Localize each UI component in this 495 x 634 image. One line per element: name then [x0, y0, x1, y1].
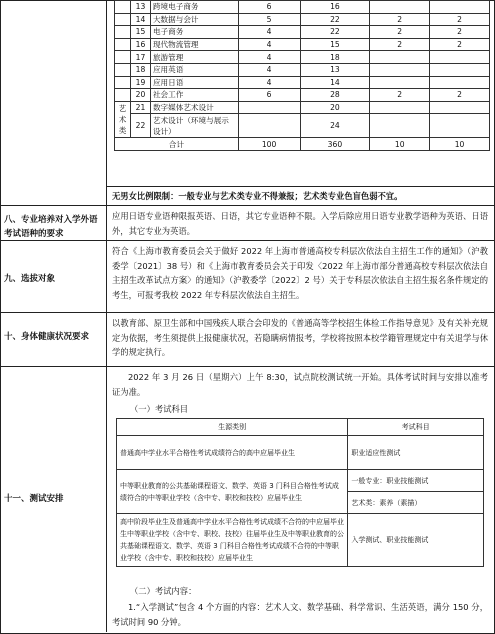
section-8-divider: [0, 205, 494, 206]
quota-cell: 28: [300, 89, 370, 102]
exam-header-source: 生源类别: [117, 419, 348, 436]
quota-cell: 6: [238, 89, 300, 102]
total-cell: 100: [238, 138, 300, 151]
major-name: 应用英语: [150, 63, 238, 76]
exam-source-cell: 普通高中学业水平合格性考试成绩符合的高中应届毕业生: [117, 436, 348, 470]
quota-cell: [238, 114, 300, 138]
quota-cell: 2: [430, 38, 490, 51]
table-row: [115, 51, 490, 64]
quota-cell: 5: [238, 13, 300, 26]
row-number: 22: [130, 114, 150, 138]
row-number: 18: [130, 63, 150, 76]
major-name: 现代物流管理: [150, 38, 238, 51]
exam-source-cell: 高中阶段毕业生及普通高中学业水平合格性考试成绩不合符的中应届毕业生中等职业学校（含中专、职校、技校）往届毕业生及中等职业教育的公共基础课程语文、数学、英语 3 门科目合格性考试成绩不合符的中等职业学校（含中专、职校和技校）应届毕业生: [117, 514, 348, 567]
major-name: 社会工作: [150, 89, 238, 102]
quota-cell: 2: [370, 13, 430, 26]
row-number: 17: [130, 51, 150, 64]
group-cell: [115, 38, 131, 51]
major-name: 旅游管理: [150, 51, 238, 64]
note-divider: [106, 186, 494, 187]
row-number: 15: [130, 26, 150, 39]
quota-cell: [370, 1, 430, 14]
quota-cell: 2: [370, 38, 430, 51]
quota-cell: [370, 63, 430, 76]
quota-cell: 20: [300, 101, 370, 114]
row-number: 13: [130, 1, 150, 14]
exam-subject-cell: 入学测试、职业技能测试: [348, 514, 484, 567]
group-cell: [115, 1, 131, 14]
group-cell: [115, 63, 131, 76]
exam-subject-cell: 艺术类：素养（素描）: [348, 492, 484, 514]
quota-cell: 16: [300, 1, 370, 14]
quota-cell: 2: [370, 26, 430, 39]
course-allocation-table: [114, 0, 490, 151]
row-number: 20: [130, 89, 150, 102]
quota-cell: 14: [300, 76, 370, 89]
table-row: [115, 114, 490, 138]
exam-subject-cell: 职业适应性测试: [348, 436, 484, 470]
quota-cell: 4: [238, 63, 300, 76]
section-11-divider: [0, 366, 494, 367]
quota-cell: 15: [300, 38, 370, 51]
quota-cell: [430, 114, 490, 138]
quota-cell: 22: [300, 26, 370, 39]
total-cell: 10: [370, 138, 430, 151]
art-group-label: 艺 术 类: [115, 101, 131, 138]
quota-cell: [430, 1, 490, 14]
section-10-text: 以教育部、原卫生部和中国残疾人联合会印发的《普通高等学校招生体检工作指导意见》及有关补充规定为依据，考生须提供上报健康状况，若隐瞒病情报考，学校将按照本校学籍管理规定中有关退学与休学的规定执行。: [112, 318, 488, 357]
quota-cell: [430, 76, 490, 89]
table-row: [115, 101, 490, 114]
quota-cell: [370, 114, 430, 138]
exam-subjects-table: [116, 418, 484, 567]
total-label: 合计: [115, 138, 239, 151]
exam-content-heading: （二）考试内容：: [130, 586, 197, 596]
major-name: 大数据与会计: [150, 13, 238, 26]
label-column-divider: [106, 0, 107, 632]
quota-cell: [370, 76, 430, 89]
row-number: 19: [130, 76, 150, 89]
quota-cell: [370, 101, 430, 114]
quota-cell: 6: [238, 1, 300, 14]
row-number: 16: [130, 38, 150, 51]
quota-cell: [238, 101, 300, 114]
enrollment-note: 无男女比例限制：一般专业与艺术类专业不得兼报；艺术类专业色盲色弱不宜。: [112, 191, 403, 201]
quota-cell: 24: [300, 114, 370, 138]
quota-cell: 13: [300, 63, 370, 76]
row-number: 21: [130, 101, 150, 114]
test-schedule-intro: 2022 年 3 月 26 日（星期六）上午 8:30，试点院校测试统一开始。具体考试时间与安排以准考证为准。: [112, 372, 488, 397]
section-10-label: 十、身体健康状况要求: [4, 332, 90, 342]
exam-subject-cell: 一般专业：职业技能测试: [348, 470, 484, 492]
total-cell: 10: [430, 138, 490, 151]
group-cell: [115, 51, 131, 64]
total-row: [115, 138, 490, 151]
total-cell: 360: [300, 138, 370, 151]
table-row: [115, 63, 490, 76]
section-8-label: 八、专业培养对入学外语考试语种的要求: [4, 215, 98, 239]
major-name: 数字媒体艺术设计: [150, 101, 238, 114]
section-9-divider: [0, 240, 494, 241]
table-row: [115, 89, 490, 102]
table-row: [115, 13, 490, 26]
table-row: [115, 76, 490, 89]
quota-cell: 4: [238, 38, 300, 51]
quota-cell: 22: [300, 13, 370, 26]
section-11-label: 十一、测试安排: [4, 494, 64, 504]
section-9-text: 符合《上海市教育委员会关于做好 2022 年上海市普通高校专科层次依法自主招生工作的通知》（沪教委学〔2021〕38 号）和《上海市教育委员会关于印发〈2022 年上海市部分普通高校专科层次依法自主招生改革试点方案〉的通知》（沪教委学〔2022〕2 号）关于专科层次依法自主招生报名条件规定的考生，可报考我校 2022 年专科层次依法自主招生。: [112, 246, 488, 300]
quota-cell: 4: [238, 51, 300, 64]
quota-cell: [430, 63, 490, 76]
section-10-divider: [0, 312, 494, 313]
exam-source-cell: 中等职业教育的公共基础课程语文、数学、英语 3 门科目合格性考试成绩符合的中等职业学校（含中专、职校和技校）应届毕业生: [117, 470, 348, 514]
quota-cell: [430, 51, 490, 64]
table-row: [115, 38, 490, 51]
group-cell: [115, 76, 131, 89]
section-9-label: 九、选拔对象: [4, 274, 56, 284]
table-row: [115, 26, 490, 39]
quota-cell: 2: [430, 89, 490, 102]
quota-cell: 4: [238, 76, 300, 89]
quota-cell: 18: [300, 51, 370, 64]
major-name: 应用日语: [150, 76, 238, 89]
row-number: 14: [130, 13, 150, 26]
group-cell: [115, 13, 131, 26]
exam-header-subject: 考试科目: [348, 419, 484, 436]
exam-content-text: 1.“入学测试”包含 4 个方面的内容：艺术人文、数学基础、科学常识、生活英语，满分 150 分，考试时间 90 分钟。: [112, 602, 488, 627]
quota-cell: [370, 51, 430, 64]
exam-subjects-heading: （一）考试科目: [130, 404, 189, 414]
major-name: 跨境电子商务: [150, 1, 238, 14]
major-name: 电子商务: [150, 26, 238, 39]
quota-cell: 4: [238, 26, 300, 39]
major-name: 艺术设计（环境与展示设计）: [150, 114, 238, 138]
quota-cell: 2: [430, 26, 490, 39]
table-row: [115, 1, 490, 14]
section-8-text: 应用日语专业语种限报英语、日语，其它专业语种不限。入学后除应用日语专业教学语种为英语、日语外，其它专业为英语。: [112, 211, 488, 236]
quota-cell: [430, 101, 490, 114]
quota-cell: 2: [430, 13, 490, 26]
group-cell: [115, 26, 131, 39]
group-cell: [115, 89, 131, 102]
quota-cell: 2: [370, 89, 430, 102]
